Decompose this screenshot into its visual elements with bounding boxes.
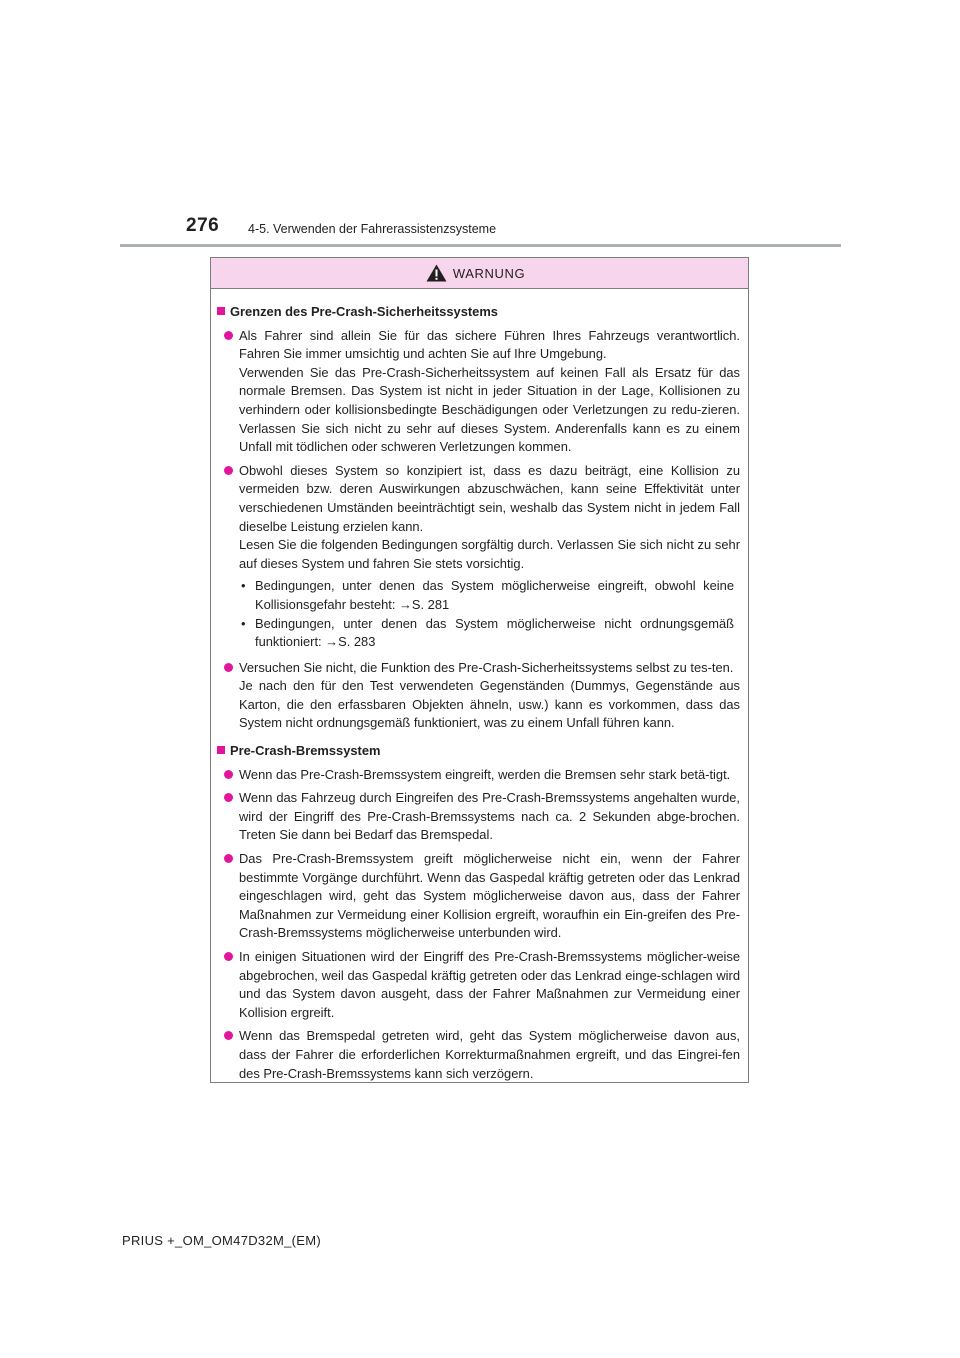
paragraph: Das Pre-Crash-Bremssystem greift möglicherweise nicht ein, wenn der Fahrer bestimmte Vorgänge durchführt. Wenn das Gaspedal kräftig getreten oder das Lenkrad eingeschlagen wird, geht das System möglicherweise davon aus, dass der Fahrer Maßnahmen zur Vermeidung einer Kollision ergreift, woraufhin ein Ein-greifen des Pre-Crash-Bremssystems möglicherweise unterbunden wird. — [239, 851, 740, 941]
paragraph: Wenn das Bremspedal getreten wird, geht das System möglicherweise davon aus, dass der Fahrer die erforderlichen Korrekturmaßnahmen ergreift, und das Eingrei-fen des Pre-Crash-Bremssystems kann sich verzögern. — [239, 1028, 740, 1081]
section-title: 4-5. Verwenden der Fahrerassistenzsysteme — [248, 222, 497, 236]
round-bullet-icon — [224, 466, 233, 475]
warning-header — [211, 258, 748, 289]
paragraph: Verwenden Sie das Pre-Crash-Sicherheitssystem auf keinen Fall als Ersatz für das normale Bremsen. Das System ist nicht in jeder Situation in der Lage, Kollisionen zu verhindern oder kollisionsbedingte Beschädigungen oder Verletzungen zu redu-zieren. Verlassen Sie sich nicht zu sehr auf dieses System. Anderenfalls kann es zu einem Unfall mit tödlichen oder schweren Verletzungen kommen. — [239, 364, 740, 455]
warning-body — [211, 289, 748, 1083]
section-heading-text: Grenzen des Pre-Crash-Sicherheitssystems — [230, 304, 498, 319]
list-item — [224, 659, 740, 733]
sub-list-item-text: Bedingungen, unter denen das System möglicherweise nicht ordnungsgemäß funktioniert: →S. 283 — [255, 615, 734, 650]
paragraph: Wenn das Fahrzeug durch Eingreifen des Pre-Crash-Bremssystems angehalten wurde, wird der Eingriff des Pre-Crash-Bremssystems nach ca. 2 Sekunden abge-brochen. Treten Sie dann bei Bedarf das Bremspedal. — [239, 790, 740, 843]
warning-box — [210, 257, 749, 1083]
paragraph: Je nach den für den Test verwendeten Gegenständen (Dummys, Gegenstände aus Karton, die den erfassbaren Objekten ähneln, usw.) kann es vorkommen, dass das System nicht ordnungsgemäß funktioniert, was zu einem Unfall führen kann. — [239, 678, 740, 731]
section-heading — [217, 303, 740, 322]
round-bullet-icon — [224, 952, 233, 961]
document-code: PRIUS +_OM_OM47D32M_(EM) — [122, 1233, 322, 1248]
list-item — [224, 766, 740, 785]
paragraph: Als Fahrer sind allein Sie für das sichere Führen Ihres Fahrzeugs verantwortlich. Fahren Sie immer umsichtig und achten Sie auf Ihre Umgebung. — [239, 327, 740, 362]
round-bullet-icon — [224, 663, 233, 672]
list-item — [224, 850, 740, 943]
paragraph: Wenn das Pre-Crash-Bremssystem eingreift, werden die Bremsen sehr stark betä-tigt. — [239, 766, 731, 782]
paragraph: In einigen Situationen wird der Eingriff des Pre-Crash-Bremssystems möglicher-weise abgebrochen, weil das Gaspedal kräftig getreten oder das Lenkrad einge-schlagen wird und das System davon ausgeht, dass der Fahrer Maßnahmen zur Vermeidung einer Kollision ergreift. — [239, 949, 740, 1020]
round-bullet-icon — [224, 770, 233, 779]
paragraph: Obwohl dieses System so konzipiert ist, dass es dazu beiträgt, eine Kollision zu vermeiden bzw. deren Auswirkungen abzuschwächen, kann seine Effektivität unter verschiedenen Umständen beeinträchtigt sein, weshalb das System nicht in jedem Fall dieselbe Leistung erzielen kann. — [239, 462, 740, 534]
square-bullet-icon — [217, 307, 225, 315]
list-item — [224, 1027, 740, 1083]
list-item — [224, 948, 740, 1022]
bullet-mark: • — [241, 615, 246, 631]
sub-list-item — [241, 615, 740, 652]
list-item — [224, 462, 740, 654]
sub-list-item — [241, 577, 740, 614]
paragraph: Versuchen Sie nicht, die Funktion des Pre-Crash-Sicherheitssystems selbst zu tes-ten. — [239, 659, 734, 675]
paragraph: Lesen Sie die folgenden Bedingungen sorgfältig durch. Verlassen Sie sich nicht zu sehr auf dieses System und fahren Sie stets vorsichtig. — [239, 537, 740, 571]
sub-list — [239, 577, 740, 651]
square-bullet-icon — [217, 746, 225, 754]
bullet-mark: • — [241, 578, 246, 594]
section-heading-text: Pre-Crash-Bremssystem — [230, 743, 381, 759]
list-item — [224, 789, 740, 845]
header-rule — [120, 244, 841, 247]
list-item — [224, 327, 740, 457]
sub-list-item-text: Bedingungen, unter denen das System möglicherweise eingreift, obwohl keine Kollisionsgefahr besteht: →S. 281 — [255, 578, 734, 612]
page-number: 276 — [186, 215, 220, 236]
round-bullet-icon — [224, 1031, 233, 1040]
section-heading — [217, 742, 740, 761]
round-bullet-icon — [224, 854, 233, 863]
warning-label: WARNUNG — [452, 265, 526, 281]
round-bullet-icon — [224, 793, 233, 802]
warning-triangle-icon — [426, 264, 447, 282]
round-bullet-icon — [224, 331, 233, 340]
